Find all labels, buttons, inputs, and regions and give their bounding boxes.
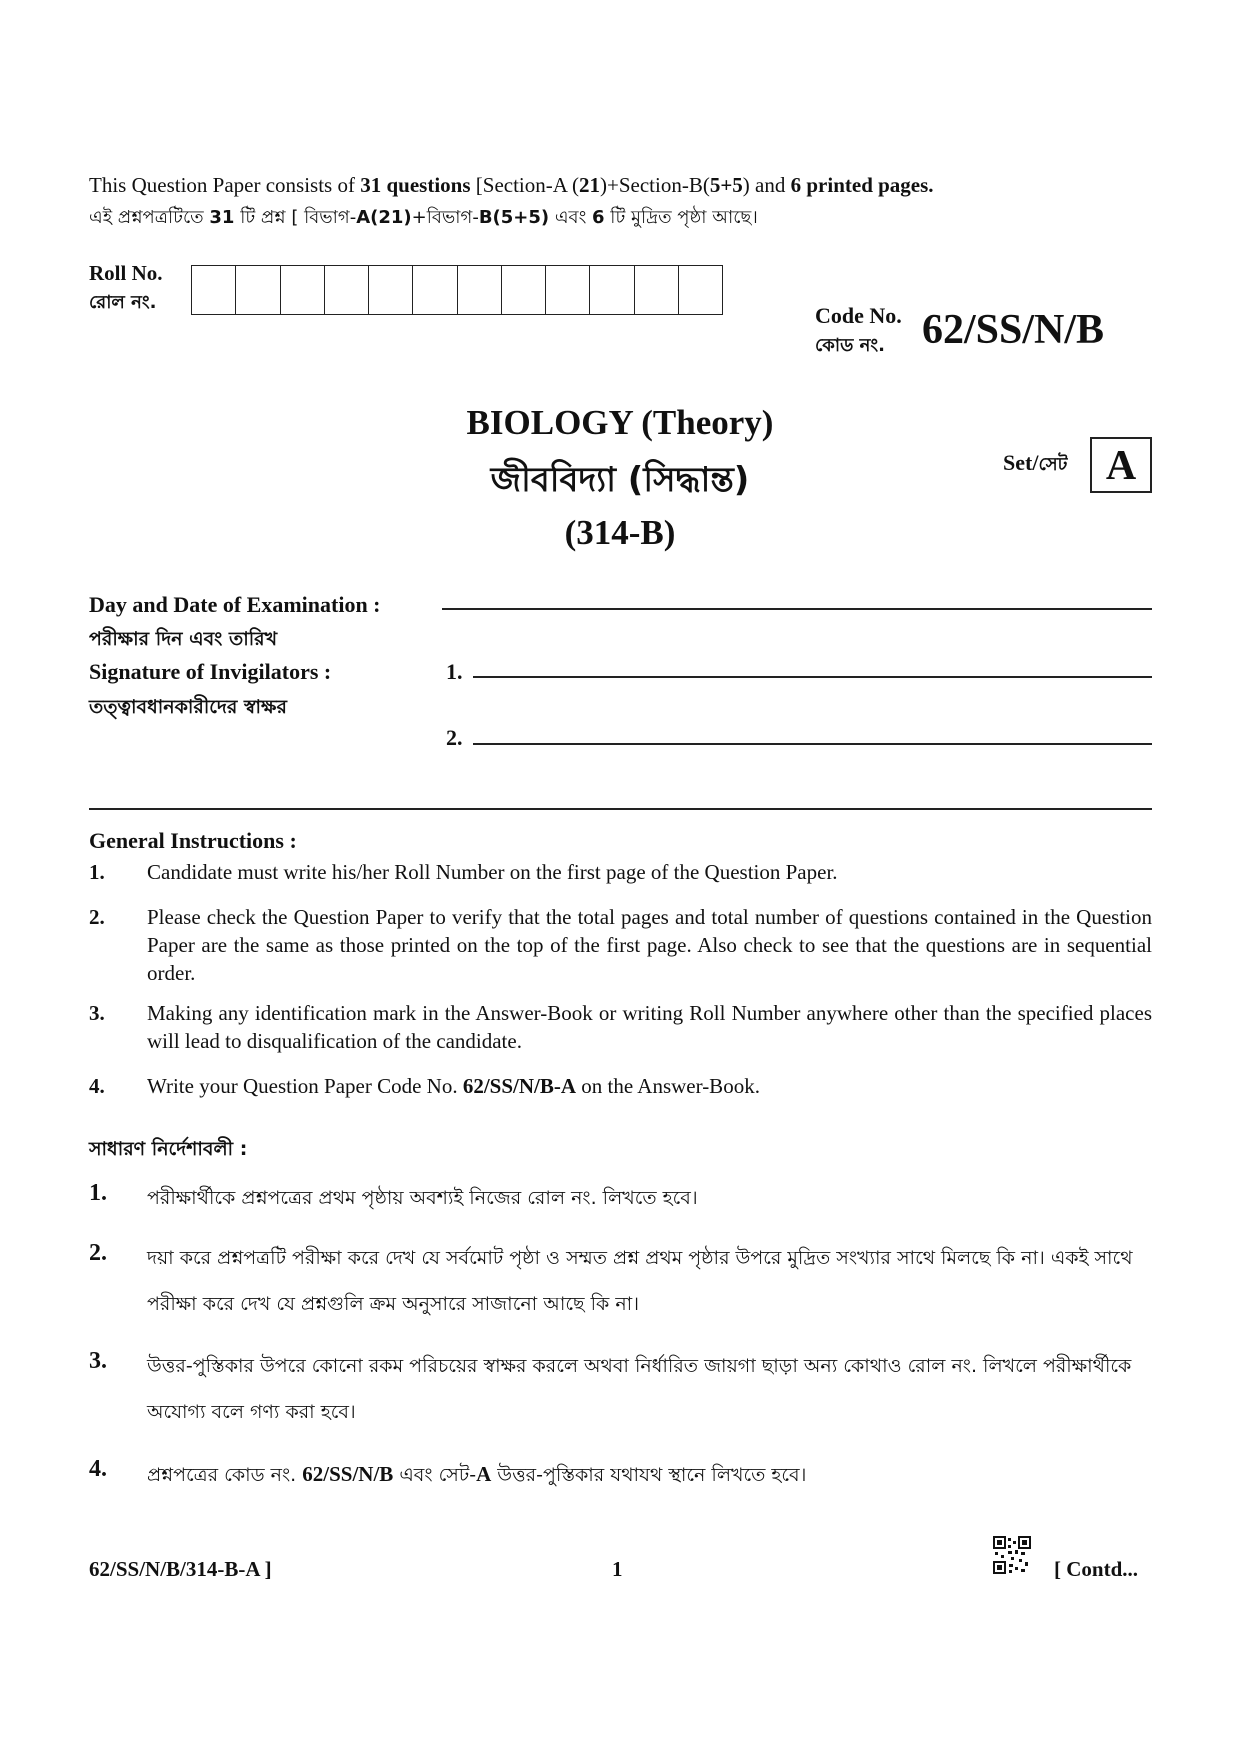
instr-num: 2. <box>89 905 105 929</box>
code-value: 62/SS/N/B <box>922 307 1105 353</box>
roll-box[interactable] <box>413 266 457 314</box>
code-label-en: Code No. <box>815 303 902 328</box>
roll-number-boxes[interactable] <box>191 265 723 315</box>
footer-code: 62/SS/N/B/314-B-A ] <box>89 1557 272 1581</box>
instr-bn-text: পরীক্ষার্থীকে প্রশ্নপত্রের প্রথম পৃষ্ঠায় অবশ্যই নিজের রোল নং. লিখতে হবে। <box>147 1187 698 1209</box>
instr-bn-code: 62/SS/N/B <box>302 1462 394 1486</box>
header-text: এবং <box>549 207 593 228</box>
roll-label-en: Roll No. <box>89 261 163 285</box>
instr-text-part: on the Answer-Book. <box>576 1074 760 1098</box>
roll-box[interactable] <box>458 266 502 314</box>
roll-box[interactable] <box>635 266 679 314</box>
instr-text-part: Write your Question Paper Code No. <box>147 1074 463 1098</box>
header-pages: 6 <box>592 207 605 228</box>
qr-code-icon <box>993 1536 1031 1574</box>
set-label <box>1003 450 1067 481</box>
instr-bn-set: A <box>476 1462 492 1486</box>
sign-1-line[interactable] <box>473 676 1152 678</box>
instr-text <box>147 1072 1152 1100</box>
general-bn-heading: সাধারণ নির্দেশাবলী : <box>89 1138 248 1160</box>
instr-bn-num: 4. <box>89 1456 107 1482</box>
instr-text: Please check the Question Paper to verify that the total pages and total number of questions contained in the Question Paper are the same as those printed on the top of the first page. Also check to see that the questions are in sequential order. <box>147 905 1152 985</box>
instr-text: Making any identification mark in the Answer-Book or writing Roll Number anywhere other than the specified places will lead to disqualification of the candidate. <box>147 1001 1152 1053</box>
instr-bn-text-part: প্রশ্নপত্রের কোড নং. <box>147 1464 303 1486</box>
instr-code: 62/SS/N/B-A <box>462 1074 577 1098</box>
general-heading: General Instructions : <box>89 828 297 853</box>
roll-box[interactable] <box>192 266 236 314</box>
set-label-bn: সেট <box>1038 454 1068 475</box>
header-text: ) and <box>742 173 791 197</box>
roll-box[interactable] <box>369 266 413 314</box>
header-section-a: 21 <box>579 173 600 197</box>
code-label-bn: কোড নং. <box>815 335 885 356</box>
instr-bn-text: দয়া করে প্রশ্নপত্রটি পরীক্ষা করে দেখ যে সর্বমোট পৃষ্ঠা ও সম্মত প্রশ্ন প্রথম পৃষ্ঠার উপরে মুদ্রিত সংখ্যার সাথে মিলছে কি না। একই সাথে পরীক্ষা করে দেখ যে প্রশ্নগুলি ক্রম অনুসারে সাজানো আছে কি না। <box>147 1247 1133 1315</box>
header-questions: 31 <box>209 207 235 228</box>
header-section-a: A(21) <box>356 207 412 228</box>
header-section-b: 5+5 <box>709 173 743 197</box>
header-text: )+Section-B( <box>600 173 710 197</box>
header-text: এই প্রশ্নপত্রটিতে <box>89 207 210 228</box>
roll-label-bn: রোল নং. <box>89 292 157 313</box>
header-text: টি মুদ্রিত পৃষ্ঠা আছে। <box>604 207 758 228</box>
roll-box[interactable] <box>325 266 369 314</box>
date-label-en: Day and Date of Examination : <box>89 592 381 617</box>
roll-box[interactable] <box>590 266 634 314</box>
header-text: This Question Paper consists of <box>89 173 361 197</box>
set-label-en: Set/ <box>1003 450 1039 475</box>
instr-num: 3. <box>89 1001 105 1025</box>
date-label-bn: পরীক্ষার দিন এবং তারিখ <box>89 628 278 650</box>
header-text: [Section-A ( <box>470 173 579 197</box>
title-code: (314-B) <box>564 513 676 552</box>
roll-box[interactable] <box>502 266 546 314</box>
sign-1-label: 1. <box>446 659 463 684</box>
instr-bn-text-part: এবং সেট- <box>393 1464 477 1486</box>
instr-num: 4. <box>89 1074 105 1098</box>
instr-bn-num: 3. <box>89 1348 107 1374</box>
header-line-en <box>89 171 934 199</box>
instr-bn-text: উত্তর-পুস্তিকার উপরে কোনো রকম পরিচয়ের স্বাক্ষর করলে অথবা নির্ধারিত জায়গা ছাড়া অন্য কোথাও রোল নং. লিখলে পরীক্ষার্থীকে অযোগ্য বলে গণ্য করা হবে। <box>147 1355 1132 1423</box>
header-pages: 6 printed pages. <box>790 173 934 197</box>
instr-bn-text-part: উত্তর-পুস্তিকার যথাযথ স্থানে লিখতে হবে। <box>491 1464 807 1486</box>
roll-box[interactable] <box>546 266 590 314</box>
instr-bn-num: 2. <box>89 1240 107 1266</box>
header-questions: 31 questions <box>360 173 471 197</box>
header-text: +বিভাগ- <box>411 207 479 228</box>
roll-box[interactable] <box>281 266 325 314</box>
sign-label-bn: তত্ত্বাবধানকারীদের স্বাক্ষর <box>89 696 287 718</box>
instr-bn-num: 1. <box>89 1180 107 1206</box>
page-number: 1 <box>612 1557 623 1581</box>
sign-2-line[interactable] <box>473 743 1152 745</box>
title-bn: জীববিদ্যা (সিদ্ধান্ত) <box>490 460 750 500</box>
header-section-b: B(5+5) <box>478 207 550 228</box>
contd-label: [ Contd... <box>1054 1557 1139 1581</box>
roll-box[interactable] <box>679 266 722 314</box>
roll-label <box>89 258 163 318</box>
title-en: BIOLOGY (Theory) <box>466 403 774 442</box>
instr-text: Candidate must write his/her Roll Number on the first page of the Question Paper. <box>147 860 838 884</box>
header-line-bn <box>89 204 758 232</box>
set-value: A <box>1090 437 1152 493</box>
code-label <box>815 301 902 361</box>
roll-box[interactable] <box>236 266 280 314</box>
date-line[interactable] <box>442 608 1152 610</box>
header-text: টি প্রশ্ন [ বিভাগ- <box>234 207 357 228</box>
sign-label-en: Signature of Invigilators : <box>89 659 332 684</box>
instr-bn-text <box>147 1451 1152 1498</box>
separator <box>89 808 1152 810</box>
sign-2-label: 2. <box>446 725 463 750</box>
instr-num: 1. <box>89 860 105 884</box>
